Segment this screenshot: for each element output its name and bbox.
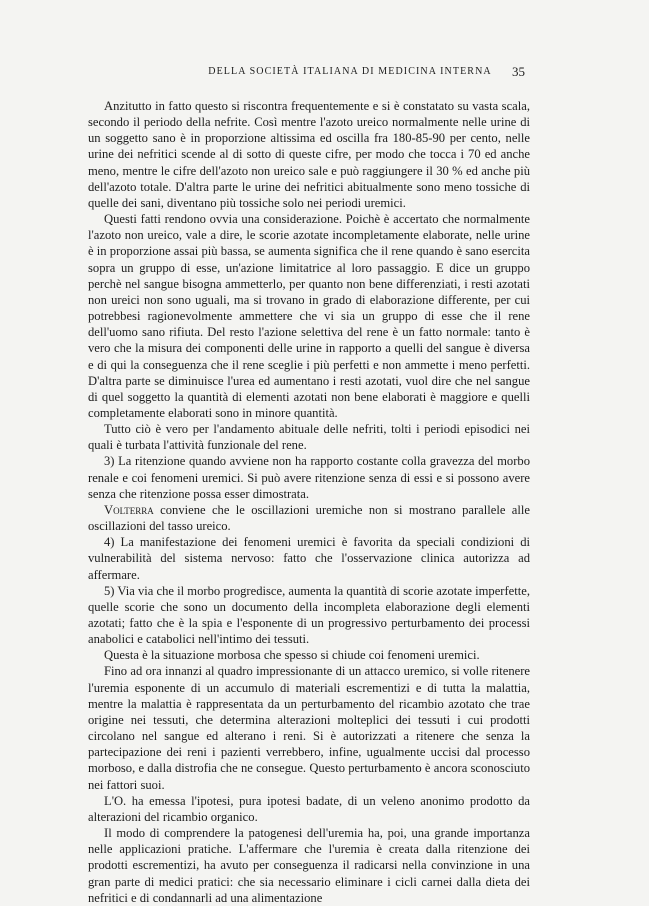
- page-number: 35: [512, 64, 525, 79]
- paragraph: Tutto ciò è vero per l'andamento abituale delle nefriti, tolti i periodi episodici nei quali è turbata l'attività funzionale del rene.: [88, 422, 530, 453]
- paragraph: Questi fatti rendono ovvia una considerazione. Poichè è accertato che normalmente l'azoto non ureico, vale a dire, le scorie azotate incompletamente elaborate, nelle urine è in proporzione assai più bassa, se aumenta significa che il rene quando è sano esercita sopra un gruppo di esse, un'azione limitatrice al loro passaggio. E dice un gruppo perchè nel sangue bisogna ammetterlo, per quanto non bene differenziati, i resti azotati non ureici non sono uguali, ma si trovano in grado di elaborazione differente, per cui potrebbesi ragionevolmente ammettere che vi sia un gruppo di esse che il rene dell'uomo sano rifiuta. Del resto l'azione selettiva del rene è un fatto normale: tanto è vero che la misura dei componenti delle urine in rapporto a quelli del sangue è diversa e di qui la conseguenza che il rene sceglie i più perfetti e non ammette i meno perfetti. D'altra parte se diminuisce l'urea ed aumentano i resti azotati, vuol dire che nel sangue di quel soggetto la quantità di elementi azotati non bene elaborati è maggiore e quelli completamente elaborati sono in minore quantità.: [88, 212, 530, 420]
- paragraph: 5) Via via che il morbo progredisce, aumenta la quantità di scorie azotate imperfette, quelle scorie che sono un documento della incompleta elaborazione degli elementi azotati; fatto che è la spia e l'esponente di un progressivo perturbamento dei processi anabolici e catabolici nell'intimo dei tessuti.: [88, 583, 530, 647]
- author-name: Volterra: [104, 502, 154, 517]
- paragraph: Questa è la situazione morbosa che spesso si chiude coi fenomeni uremici.: [104, 648, 480, 663]
- paragraph: Anzitutto in fatto questo si riscontra frequentemente e si è constatato su vasta scala, secondo il periodo della nefrite. Così mentre l'azoto ureico normalmente nelle urine di un soggetto sano è in proporzione altissima ed oscilla fra 180-85-90 per cento, nelle urine dei nefritici scende al di sotto di queste cifre, per modo che tocca i 70 ed anche meno, mentre le cifre dell'azoto non ureico sale e può raggiungere il 30 % ed anche più dell'azoto totale. D'altra parte le urine dei nefritici abitualmente sono meno tossiche di quelle dei sani, diventano più tossiche solo nei periodi uremici.: [88, 99, 530, 210]
- paragraph-text: conviene che le oscillazioni uremiche non si mostrano parallele alle oscillazioni del tasso ureico.: [88, 502, 530, 534]
- running-header: DELLA SOCIETÀ ITALIANA DI MEDICINA INTERNA: [208, 66, 492, 77]
- paragraph: [88, 502, 530, 534]
- paragraph: Fino ad ora innanzi al quadro impressionante di un attacco uremico, si volle ritenere l'uremia esponente di un accumulo di materiali escrementizi e di tutta la malattia, mentre la malattia è rappresentata da un perturbamento del ricambio azotato che trae origine nei tessuti, che determina alterazioni molteplici dei tessuti i cui prodotti circolano nel sangue ed alterano i reni. Si è autorizzati a ritenere che senza la partecipazione dei reni i pazienti verrebbero, infine, ugualmente uccisi dal processo morboso, e dalla distrofia che ne consegue. Questo perturbamento è ancora sconosciuto nei fattori suoi.: [88, 664, 530, 792]
- paragraph: 3) La ritenzione quando avviene non ha rapporto costante colla gravezza del morbo renale e coi fenomeni uremici. Si può avere ritenzione senza di essi e si possono avere senza che ritenzione possa esser dimostrata.: [88, 454, 530, 501]
- paragraph: L'O. ha emessa l'ipotesi, pura ipotesi badate, di un veleno anonimo prodotto da alterazioni del ricambio organico.: [88, 793, 530, 824]
- paragraph: 4) La manifestazione dei fenomeni uremici è favorita da speciali condizioni di vulnerabilità del sistema nervoso: fatto che l'osservazione clinica autorizza ad affermare.: [88, 535, 530, 582]
- body-text: [88, 98, 530, 906]
- paragraph: Il modo di comprendere la patogenesi dell'uremia ha, poi, una grande importanza nelle applicazioni pratiche. L'affermare che l'uremia è creata dalla ritenzione dei prodotti escrementizi, ha avuto per conseguenza il radicarsi nella convinzione in una gran parte di medici pratici: che sia necessario eliminare i cicli carnei dalla dieta dei nefritici e di condannarli ad una alimentazione: [88, 826, 530, 905]
